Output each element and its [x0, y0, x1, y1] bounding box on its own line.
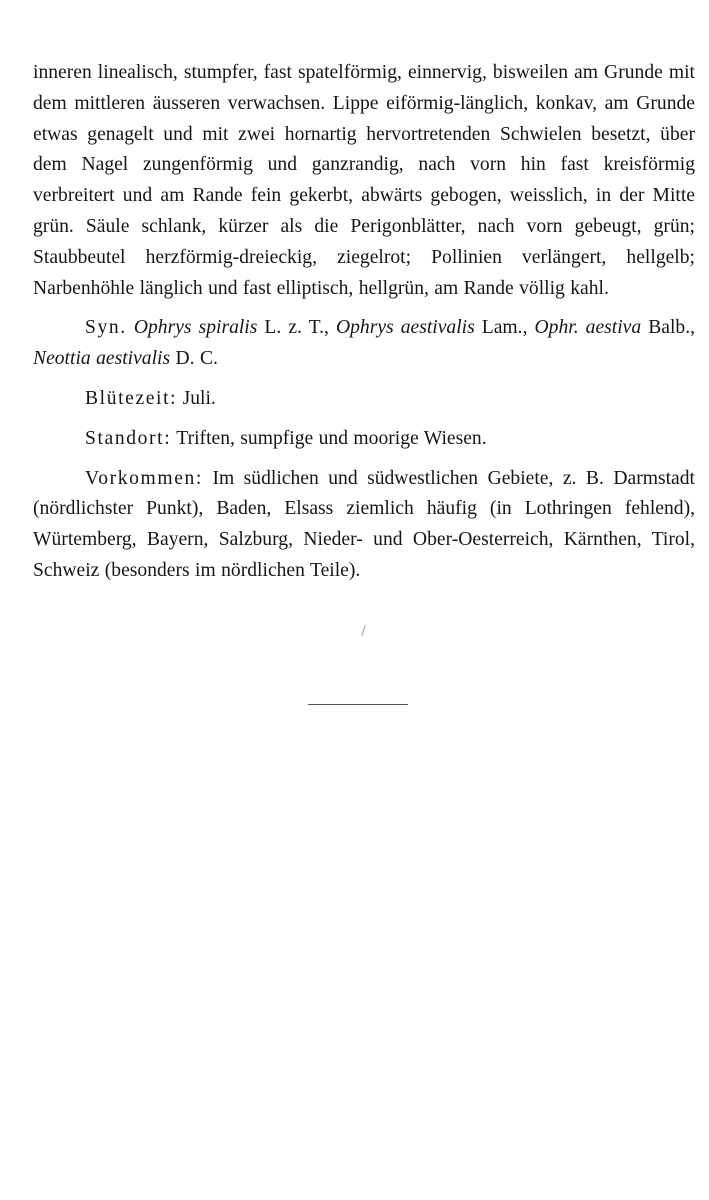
synonym-name: Ophrys aestivalis	[335, 317, 475, 339]
page-text	[33, 58, 695, 587]
bluetezeit-label: Blütezeit:	[85, 387, 178, 409]
synonyms-paragraph	[33, 313, 695, 375]
stray-pen-mark	[361, 625, 365, 636]
synonym-author: L. z. T.,	[264, 317, 329, 339]
description-paragraph: inneren linealisch, stumpfer, fast spatelförmig, einnervig, bisweilen am Grunde mit dem mittleren äusseren verwachsen. Lippe eiförmig-länglich, konkav, am Grunde etwas genagelt und mit zwei hornartig hervortretenden Schwielen besetzt, über dem Nagel zungenförmig und ganzrandig, nach vorn hin fast kreisförmig verbreitert und am Rande fein gekerbt, abwärts gebogen, weisslich, in der Mitte grün. Säule schlank, kürzer als die Perigonblätter, nach vorn gebeugt, grün; Staubbeutel herzförmig-dreieckig, ziegelrot; Pollinien verlängert, hellgelb; Narbenhöhle länglich und fast elliptisch, hellgrün, am Rande völlig kahl.	[33, 62, 695, 299]
standort-paragraph	[33, 424, 695, 455]
synonym-author: Lam.,	[481, 317, 528, 339]
standort-value: Triften, sumpfige und moorige Wiesen.	[176, 427, 487, 449]
bluetezeit-value: Juli.	[182, 387, 216, 409]
synonym-name: Ophrys spiralis	[133, 317, 258, 339]
section-end-rule	[308, 704, 408, 705]
vorkommen-value: Im südlichen und südwestlichen Gebiete, z. B. Darmstadt (nördlichster Punkt), Baden, Elsass ziemlich häufig (in Lothringen fehlend), Würtemberg, Bayern, Salzburg, Nieder- und Ober-Oesterreich, Kärnthen, Tirol, Schweiz (besonders im nördlichen Teile).	[33, 467, 695, 581]
standort-label: Standort:	[85, 427, 172, 449]
synonym-author: D. C.	[175, 348, 218, 370]
synonym-name: Neottia aestivalis	[33, 348, 171, 370]
vorkommen-paragraph	[33, 464, 695, 587]
bluetezeit-paragraph	[33, 384, 695, 415]
synonym-author: Balb.,	[648, 317, 696, 339]
synonyms-label: Syn.	[85, 317, 127, 339]
vorkommen-label: Vorkommen:	[85, 467, 203, 489]
synonym-name: Ophr. aestiva	[534, 317, 642, 339]
